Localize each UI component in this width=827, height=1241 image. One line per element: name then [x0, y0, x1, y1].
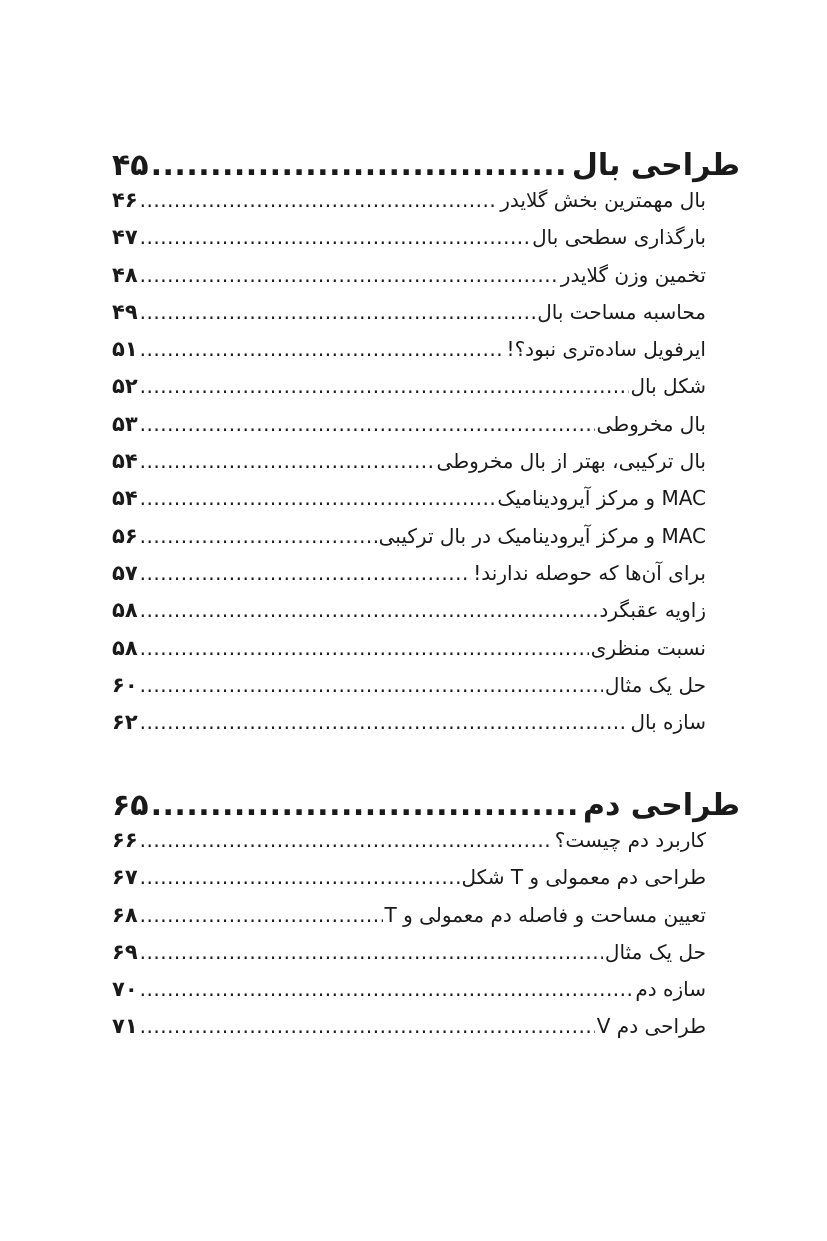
section-heading-title: طراحی دم	[582, 788, 740, 823]
toc-entry-title: طراحی دم V	[596, 1014, 706, 1039]
toc-entry-title: کاربرد دم چیست؟	[554, 828, 706, 852]
section-heading-title: طراحی بال	[571, 148, 740, 183]
toc-entry-page: ۶۰	[112, 672, 138, 697]
dot-leader	[140, 524, 377, 548]
dot-leader	[140, 188, 499, 212]
toc-entry-page: ۶۲	[112, 710, 138, 735]
toc-entry[interactable]	[112, 374, 740, 411]
toc-entry-title: حل یک مثال	[604, 672, 706, 697]
toc-section-tail-design	[112, 788, 740, 1052]
toc-entry-title: ایرفویل ساده‌تری نبود؟!	[506, 337, 706, 362]
toc-entry[interactable]	[112, 337, 740, 374]
toc-entry[interactable]	[112, 598, 740, 635]
toc-entry-title: MAC و مرکز آیرودینامیک	[497, 486, 706, 511]
dot-leader	[140, 828, 553, 852]
toc-entry[interactable]	[112, 977, 740, 1014]
toc-entry[interactable]	[112, 412, 740, 449]
toc-entry-title: بال مهمترین بخش گلایدر	[500, 188, 706, 212]
toc-entry[interactable]	[112, 225, 740, 262]
toc-entry-page: ۷۰	[112, 977, 138, 1002]
toc-entry-title: سازه بال	[630, 710, 706, 735]
dot-leader	[140, 263, 559, 287]
toc-entry[interactable]	[112, 486, 740, 523]
toc-entry-page: ۵۸	[112, 635, 138, 660]
toc-entry-page: ۵۱	[112, 337, 138, 362]
toc-entry-title: حل یک مثال	[604, 939, 706, 964]
dot-leader	[140, 865, 460, 889]
toc-entry-page: ۶۶	[112, 828, 138, 852]
toc-entry-page: ۴۹	[112, 299, 138, 324]
toc-entry[interactable]	[112, 903, 740, 940]
toc-entry[interactable]	[112, 828, 740, 865]
toc-entry-page: ۴۷	[112, 225, 138, 250]
dot-leader	[140, 561, 472, 585]
toc-entry[interactable]	[112, 710, 740, 747]
dot-leader	[151, 148, 570, 183]
dot-leader	[140, 940, 603, 964]
dot-leader	[140, 374, 629, 398]
toc-entry-title: سازه دم	[635, 977, 706, 1002]
toc-entry-title: شکل بال	[630, 374, 706, 399]
dot-leader	[140, 673, 603, 697]
toc-entry-page: ۵۷	[112, 560, 138, 585]
toc-entry-title: زاویه عقبگرد	[599, 598, 706, 623]
dot-leader	[140, 903, 383, 927]
toc-entry-page: ۵۸	[112, 598, 138, 623]
toc-entry-page: ۴۶	[112, 188, 138, 212]
dot-leader	[140, 1014, 595, 1038]
dot-leader	[140, 300, 536, 324]
toc-entry-title: بارگذاری سطحی بال	[532, 225, 706, 250]
toc-entry-title: برای آن‌ها که حوصله ندارند!	[473, 560, 706, 585]
toc-entry-page: ۵۲	[112, 374, 138, 399]
dot-leader	[151, 788, 581, 823]
section-heading[interactable]	[112, 788, 740, 828]
dot-leader	[140, 710, 629, 734]
toc-entry-page: ۵۴	[112, 449, 138, 474]
dot-leader	[140, 977, 634, 1001]
dot-leader	[140, 412, 595, 436]
toc-entry[interactable]	[112, 865, 740, 902]
toc-entry-page: ۵۳	[112, 411, 138, 436]
toc-entry[interactable]	[112, 636, 740, 673]
toc-entry-title: طراحی دم معمولی و T شکل	[461, 865, 706, 890]
section-heading-page: ۴۵	[112, 148, 149, 183]
toc-entry[interactable]	[112, 940, 740, 977]
dot-leader	[140, 486, 496, 510]
dot-leader	[140, 598, 598, 622]
toc-entry[interactable]	[112, 1014, 740, 1051]
toc-entry-page: ۶۹	[112, 939, 138, 964]
dot-leader	[140, 225, 531, 249]
toc-entry-page: ۵۴	[112, 486, 138, 511]
toc-entry-title: نسبت منظری	[590, 635, 706, 660]
toc-section-wing-design	[112, 148, 740, 747]
dot-leader	[140, 636, 589, 660]
toc-entry-title: بال مخروطی	[596, 411, 706, 436]
toc-entry[interactable]	[112, 449, 740, 486]
dot-leader	[140, 337, 505, 361]
toc-entry-page: ۶۸	[112, 902, 138, 927]
toc-entry-page: ۴۸	[112, 262, 138, 287]
toc-entry[interactable]	[112, 263, 740, 300]
toc-entry-title: تعیین مساحت و فاصله دم معمولی و T	[384, 902, 706, 927]
toc-entry[interactable]	[112, 188, 740, 225]
section-heading-page: ۶۵	[112, 788, 149, 823]
toc-entry-page: ۶۷	[112, 865, 138, 890]
toc-entry-title: تخمین وزن گلایدر	[560, 262, 706, 287]
toc-entry-page: ۷۱	[112, 1014, 138, 1039]
toc-entry-title: محاسبه مساحت بال	[537, 299, 706, 324]
toc-entry-title: بال ترکیبی، بهتر از بال مخروطی	[436, 449, 706, 474]
toc-entry[interactable]	[112, 561, 740, 598]
toc-entry[interactable]	[112, 524, 740, 561]
toc-entry-title: MAC و مرکز آیرودینامیک در بال ترکیبی	[378, 523, 706, 548]
section-heading[interactable]	[112, 148, 740, 188]
toc-entry[interactable]	[112, 300, 740, 337]
dot-leader	[140, 449, 435, 473]
toc-entry[interactable]	[112, 673, 740, 710]
toc-entry-page: ۵۶	[112, 523, 138, 548]
